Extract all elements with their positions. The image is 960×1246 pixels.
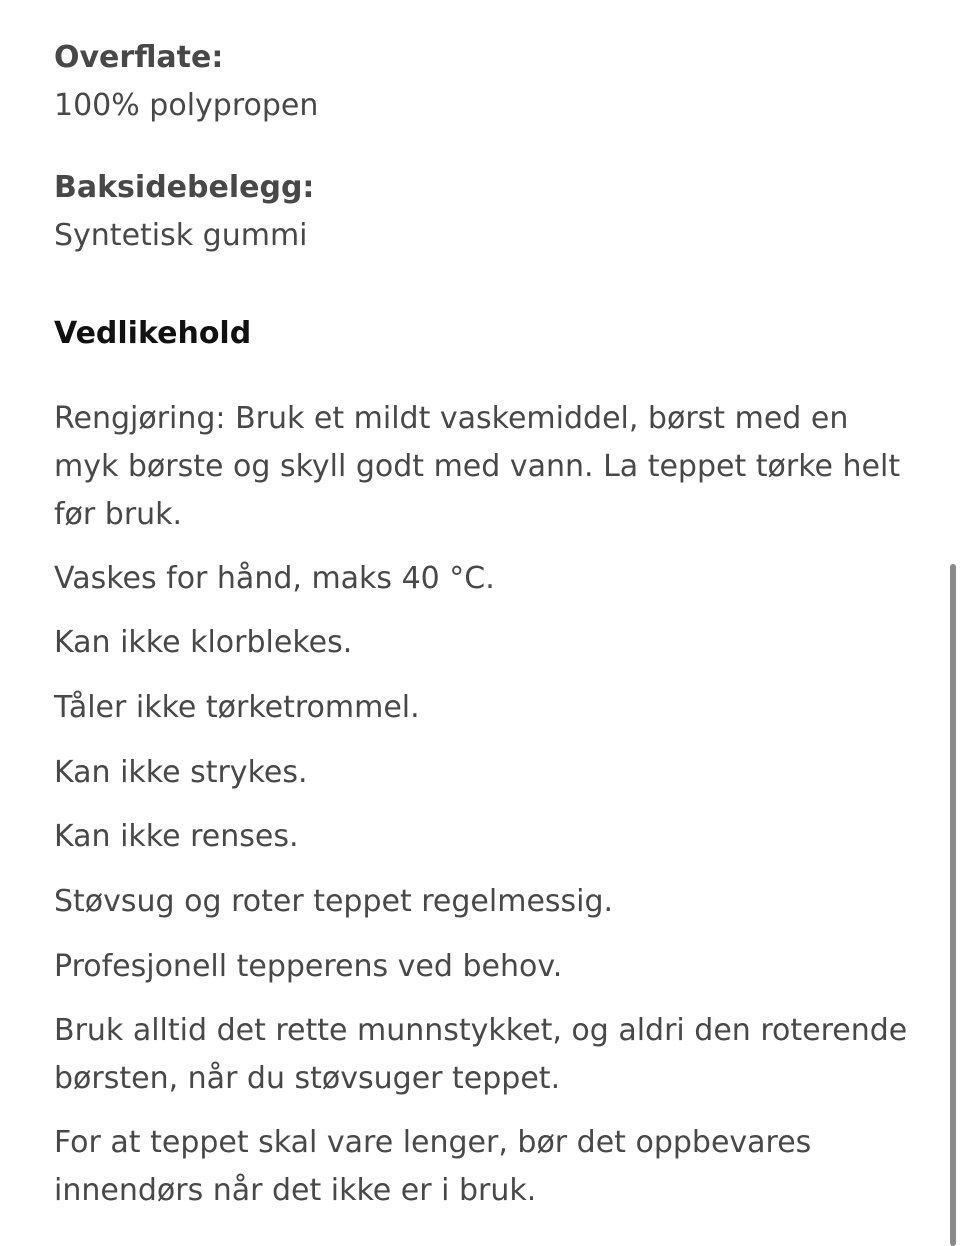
spec-label: Baksidebelegg: bbox=[54, 170, 315, 205]
spec-value: Syntetisk gummi bbox=[54, 218, 308, 253]
care-instruction: Rengjøring: Bruk et mildt vaskemiddel, børst med en myk børste og skyll godt med vann. La teppet tørke helt før bruk. bbox=[54, 401, 901, 532]
care-instruction: Bruk alltid det rette munnstykket, og aldri den roterende børsten, når du støvsuger teppet. bbox=[54, 1013, 908, 1096]
care-instruction: Støvsug og roter teppet regelmessig. bbox=[54, 884, 614, 919]
care-instruction: Profesjonell tepperens ved behov. bbox=[54, 949, 563, 984]
scrollbar-thumb[interactable] bbox=[950, 564, 956, 1246]
spec-label: Overflate: bbox=[54, 40, 224, 75]
care-instruction: Tåler ikke tørketrommel. bbox=[54, 690, 420, 725]
care-heading: Vedlikehold bbox=[54, 316, 252, 351]
care-instruction: Vaskes for hånd, maks 40 °C. bbox=[54, 561, 495, 596]
care-instruction: For at teppet skal vare lenger, bør det oppbevares innendørs når det ikke er i bruk. bbox=[54, 1125, 812, 1208]
scrollbar[interactable] bbox=[946, 0, 960, 1246]
care-instruction: Kan ikke strykes. bbox=[54, 755, 308, 790]
care-instruction: Kan ikke renses. bbox=[54, 819, 299, 854]
spec-value: 100% polypropen bbox=[54, 88, 319, 123]
care-instruction: Kan ikke klorblekes. bbox=[54, 625, 353, 660]
